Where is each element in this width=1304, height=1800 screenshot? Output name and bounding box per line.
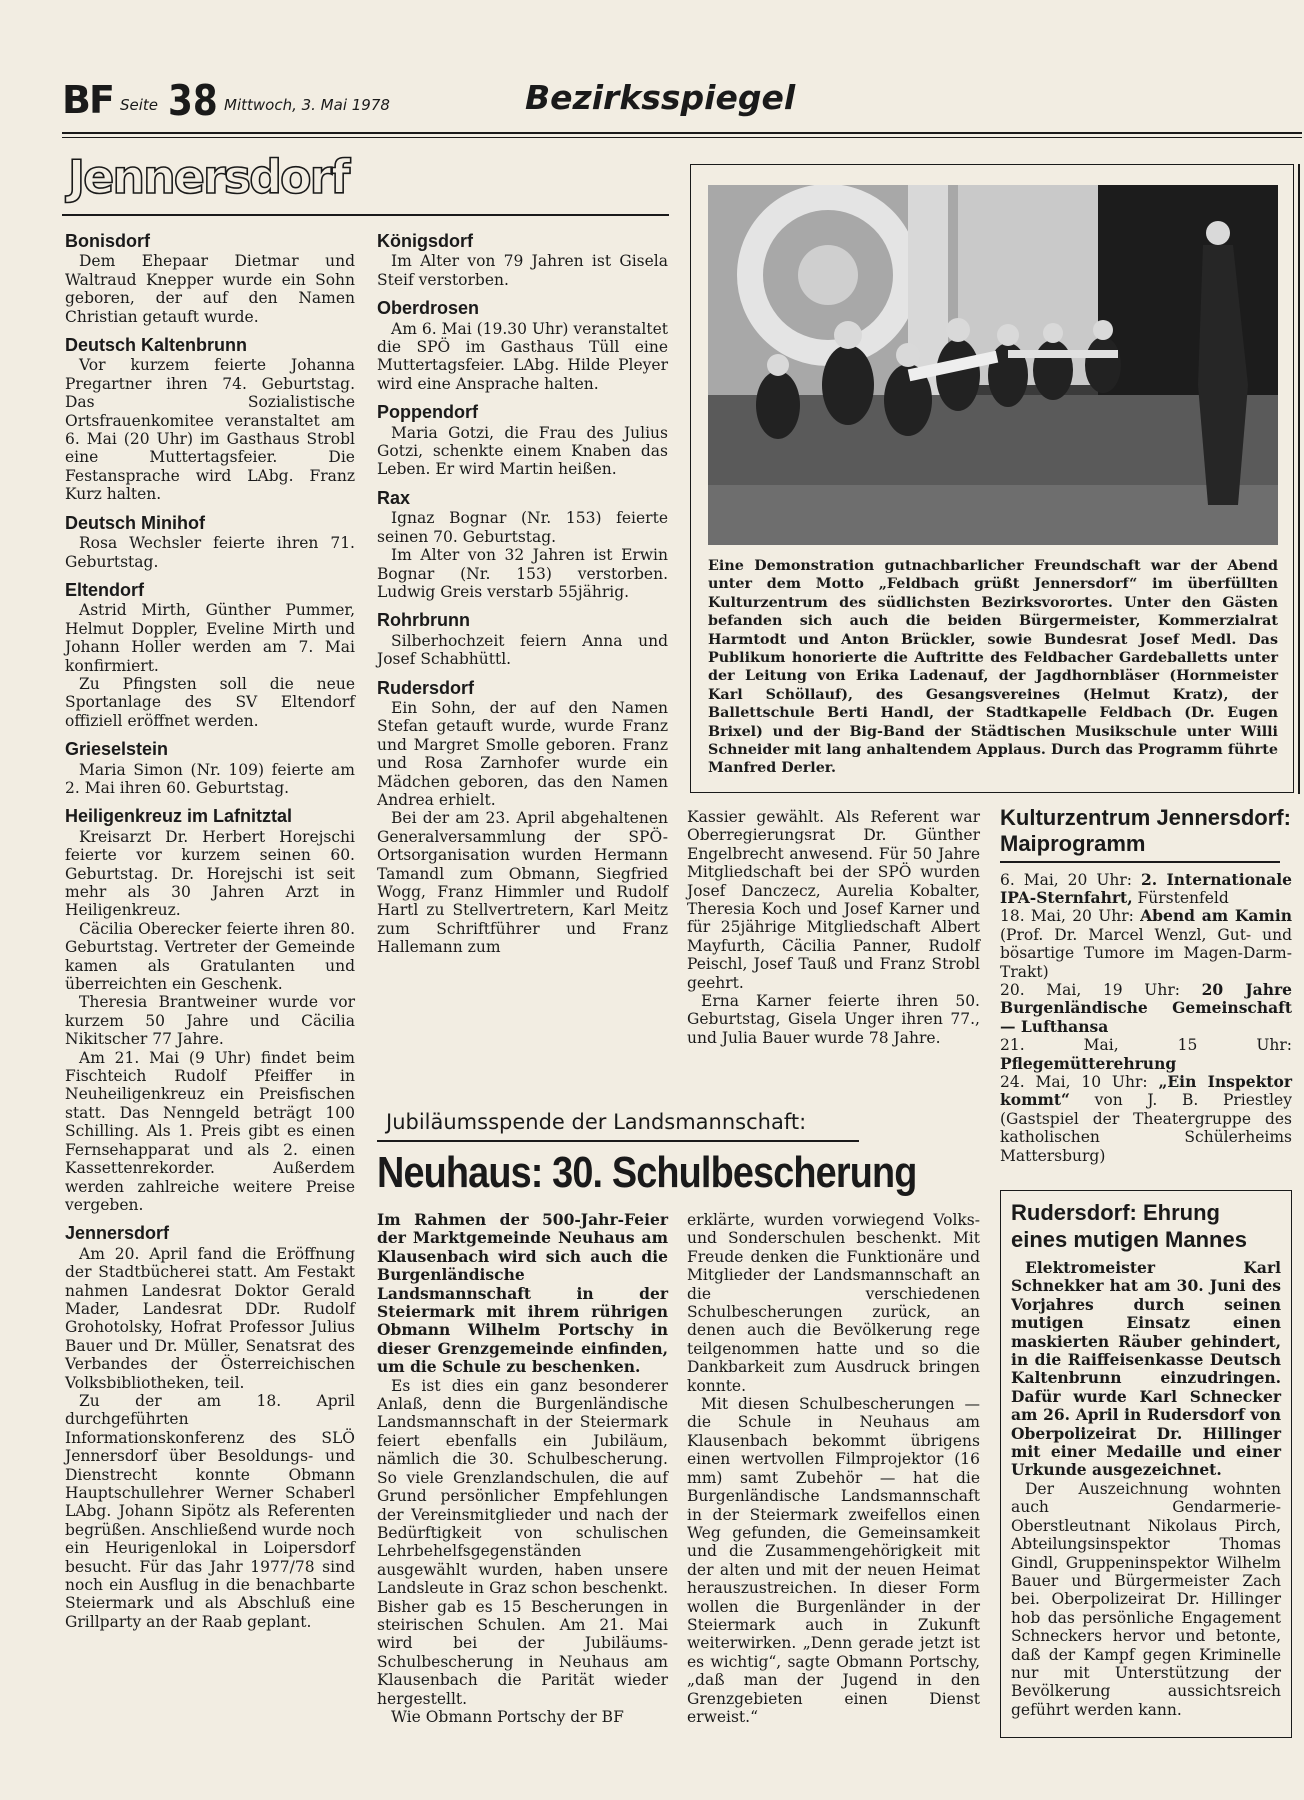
neuhaus-col-a [377, 1211, 668, 1726]
news-paragraph: Kreisarzt Dr. Herbert Horejschi feierte vor kurzem seinen 60. Geburtstag. Dr. Horejschi ist seit mehr als 30 Jahren Arzt in Heiligenkreuz. [65, 827, 355, 920]
news-paragraph: Bei der am 23. April abgehaltenen Generalversammlung der SPÖ-Ortsorganisation wurden Hermann Tamandl zum Obmann, Siegfried Wogg, Franz Himmler und Rudolf Hartl zu Stellvertretern, Karl Meitz zum Schriftführer und Franz Hallemann zum [377, 809, 668, 957]
rudersdorf-box [1000, 1190, 1292, 1738]
news-paragraph: Rosa Wechsler feierte ihren 71. Geburtstag. [65, 534, 355, 571]
event-detail: Fürstenfeld [1137, 888, 1229, 907]
event-date: 18. Mai, 20 Uhr: [1000, 907, 1134, 926]
event-date: 24. Mai, 10 Uhr: [1000, 1072, 1148, 1091]
article-paragraph: Wie Obmann Portschy der BF [391, 1707, 624, 1726]
column-3-continuation [687, 808, 980, 1047]
masthead-rule [62, 132, 1302, 134]
rudersdorf-lead: Elektromeister Karl Schnekker hat am 30. Juni des Vorjahres durch seinen mutigen Einsatz einen maskierten Räuber gehindert, in die Raiffeisenkasse Deutsch Kaltenbrunn einzudringen. Dafür wurde Karl Schnecker am 26. April in Rudersdorf von Oberpolizeirat Dr. Hillinger mit einer Medaille und einer Urkunde ausgezeichnet. [1011, 1258, 1281, 1480]
event-detail: (Prof. Dr. Marcel Wenzl, Gut- und bösartige Tumore im Magen-Darm-Trakt) [1000, 925, 1292, 981]
kultur-event [1000, 1073, 1292, 1165]
news-paragraph: Am 20. April fand die Eröffnung der Stadtbücherei statt. Am Festakt nahmen Landesrat Doktor Gerald Mader, Landesrat DDr. Rudolf Grohotolsky, Hofrat Professor Julius Bauer und Dr. Müller, Senatsrat des Verbandes der Österreichischen Volksbibliotheken, teil. [65, 1244, 355, 1392]
column-2 [377, 232, 668, 957]
news-paragraph: Am 21. Mai (9 Uhr) findet beim Fischteich Rudolf Pfeiffer in Neuheiligenkreuz ein Preisfischen statt. Das Nenngeld beträgt 100 Schilling. Als 1. Preis gibt es einen Fernsehapparat und als 2. einen Kassettenrekorder. Außerdem werden zahlreiche weitere Preise vergeben. [65, 1048, 355, 1214]
village-heading: Deutsch Kaltenbrunn [65, 335, 248, 356]
band-photo-image [708, 185, 1278, 545]
village-heading: Grieselstein [65, 739, 169, 760]
masthead [62, 78, 1302, 128]
news-paragraph: Silberhochzeit feiern Anna und Josef Schabhüttl. [377, 631, 668, 669]
kultur-event [1000, 907, 1292, 981]
event-date: 21. Mai, 15 Uhr: [1000, 1036, 1292, 1055]
news-paragraph: Ignaz Bognar (Nr. 153) feierte seinen 70. Geburtstag. [377, 509, 668, 546]
article-paragraph: Mit diesen Schulbescherungen — die Schule in Neuhaus am Klausenbach bekommt übrigens einen wertvollen Filmprojektor (16 mm) samt Zubehör — hat die Burgenländische Landsmannschaft in der Steiermark zweifellos einen Weg gefunden, die Gemeinsamkeit und die Zusammengehörigkeit mit der alten und mit der neuen Heimat herauszustreichen. In dieser Form wollen die Burgenländer in der Steiermark auch in Zukunft weiterwirken. „Denn gerade jetzt ist es wichtig“, sagte Obmann Portschy, „daß man der Jugend in den Grenzgebieten einen Dienst erweist.“ [687, 1395, 980, 1726]
news-paragraph: Vor kurzem feierte Johanna Pregartner ihren 74. Geburtstag. Das Sozialistische Ortsfrauenkomitee veranstaltet am 6. Mai (20 Uhr) im Gasthaus Strobl eine Muttertagsfeier. Die Festansprache wird LAbg. Franz Kurz halten. [65, 356, 355, 504]
orchestra-photo [708, 185, 1278, 545]
news-paragraph: Im Alter von 32 Jahren ist Erwin Bognar (Nr. 153) verstorben. Ludwig Greis verstarb 55jährig. [377, 546, 668, 601]
section-title: Bezirksspiegel [525, 78, 796, 117]
event-title: Abend am Kamin [1140, 906, 1292, 926]
neuhaus-col-b [687, 1211, 980, 1726]
village-heading: Königsdorf [377, 231, 473, 251]
news-paragraph: Zu der am 18. April durchgeführten Informationskonferenz des SLÖ Jennersdorf über Besoldungs- und Dienstrecht konnte Obmann Hauptschullehrer Werner Schaberl LAbg. Johann Sipötz als Referenten begrüßen. Anschließend wurde noch ein Heurigenlokal in Loipersdorf besucht. Für das Jahr 1977/78 sind noch ein Ausflug in die benachbarte Steiermark und als Abschluß eine Grillparty an der Raab geplant. [65, 1391, 355, 1631]
village-heading: Heiligenkreuz im Lafnitztal [65, 806, 293, 827]
article-paragraph: erklärte, wurden vorwiegend Volks- und Sonderschulen beschenkt. Mit Freude denken die Funktionäre und Mitglieder der Landsmannschaft an die verschiedenen Schulbescherungen zurück, an denen auch die Bevölkerung rege teilgenommen hatte und so die Dankbarkeit zum Ausdruck bringen konnte. [687, 1211, 980, 1395]
page-number: 38 [168, 76, 218, 125]
news-paragraph: Ein Sohn, der auf den Namen Stefan getauft wurde, wurde Franz und Margret Smolle geboren. Franz und Rosa Zarnhofer wurde ein Mädchen geboren, das den Namen Andrea erhielt. [377, 698, 668, 809]
bf-logo: BF [62, 78, 113, 122]
village-heading: Rohrbrunn [377, 610, 470, 631]
village-heading: Eltendorf [65, 579, 144, 600]
neuhaus-kicker-rule [377, 1140, 859, 1142]
article-paragraph: Kassier gewählt. Als Referent war Oberregierungsrat Dr. Günther Engelbrecht anwesend. Für 50 Jahre Mitgliedschaft bei der SPÖ wurden Josef Danczecz, Aurelia Kobalter, Theresia Koch und Josef Karner und für 25jährige Mitgliedschaft Albert Mayfurth, Cäcilia Panner, Rudolf Peischl, Josef Tauß und Franz Strobl geehrt. [687, 808, 980, 992]
event-detail: von J. B. Priestley (Gastspiel der Theatergruppe des katholischen Schülerheims Mattersburg) [1000, 1091, 1292, 1165]
rudersdorf-body: Der Auszeichnung wohnten auch Gendarmerie-Oberstleutnant Nikolaus Pirch, Abteilungsinspektor Thomas Gindl, Gruppeninspektor Wilhelm Bauer und Bürgermeister Zach bei. Oberpolizeirat Dr. Hillinger hob das persönliche Engagement Schneckers hervor und betonte, daß der Kampf gegen Kriminelle nur mit Unterstützung der Bevölkerung aussichtsreich geführt werden kann. [1011, 1479, 1281, 1719]
news-paragraph: Im Alter von 79 Jahren ist Gisela Steif verstorben. [377, 252, 668, 289]
event-date: 20. Mai, 19 Uhr: [1000, 980, 1180, 999]
rudersdorf-title: Rudersdorf: Ehrung eines mutigen Mannes [1011, 1200, 1247, 1252]
neuhaus-lead: Im Rahmen der 500-Jahr-Feier der Marktgemeinde Neuhaus am Klausenbach wird sich auch die Burgenländische Landsmannschaft in der Steiermark mit ihrem rührigen Obmann Wilhelm Portschy in dieser Grenzgemeinde einfinden, um die Schule zu beschenken. [377, 1210, 668, 1377]
district-title: Jennersdorf [68, 150, 349, 204]
news-paragraph: Maria Simon (Nr. 109) feierte am 2. Mai ihren 60. Geburtstag. [65, 760, 355, 797]
photo-box [690, 164, 1294, 793]
village-heading: Deutsch Minihof [65, 512, 205, 533]
kultur-event [1000, 1036, 1292, 1073]
village-heading: Bonisdorf [65, 231, 150, 251]
masthead-rule-thin [62, 137, 1302, 138]
event-title: 2. Internationale IPA-Sternfahrt, [1000, 869, 1292, 907]
news-paragraph: Dem Ehepaar Dietmar und Waltraud Knepper wurde ein Sohn geboren, der auf den Namen Christian getauft wurde. [65, 252, 355, 326]
kultur-title: Kulturzentrum Jennersdorf: Maiprogramm [1000, 805, 1291, 856]
photo-box-side-rule [1298, 164, 1300, 794]
event-title: 20 Jahre Burgenländische Gemeinschaft — Lufthansa [1000, 979, 1292, 1036]
news-paragraph: Am 6. Mai (19.30 Uhr) veranstaltet die SPÖ im Gasthaus Tüll eine Muttertagsfeier. LAbg. Hilde Pleyer wird eine Ansprache halten. [377, 319, 668, 393]
photo-caption: Eine Demonstration gutnachbarlicher Freundschaft war der Abend unter dem Motto „Feldbach grüßt Jennersdorf“ im überfüllten Kulturzentrum des südlichsten Bezirksvorortes. Unter den Gästen befanden sich auch die beiden Bürgermeister, Kommerzialrat Harmtodt und Anton Brückler, sowie Bundesrat Josef Medl. Das Publikum honorierte die Auftritte des Feldbacher Gardeballetts unter der Leitung von Erika Ladenauf, der Jagdhornbläser (Hornmeister Karl Schöllauf), des Gesangsvereines (Helmut Kratz), der Ballettschule Berti Handl, der Stadtkapelle Feldbach (Dr. Eugen Brixel) und der Big-Band der Städtischen Musikschule unter Willi Schneider mit lang anhaltendem Applaus. Durch das Programm führte Manfred Derler. [708, 558, 1278, 777]
seite-label: Seite [120, 96, 159, 114]
news-paragraph: Cäcilia Oberecker feierte ihren 80. Geburtstag. Vertreter der Gemeinde kamen als Gratulanten und überreichten ein Geschenk. [65, 919, 355, 994]
article-paragraph: Erna Karner feierte ihren 50. Geburtstag, Gisela Unger ihren 77., und Julia Bauer wurde 78 Jahre. [687, 992, 980, 1047]
event-date: 6. Mai, 20 Uhr: [1000, 870, 1132, 889]
kultur-event [1000, 871, 1292, 908]
village-heading: Rax [377, 487, 411, 508]
district-rule [62, 214, 669, 216]
kultur-rule [1000, 861, 1280, 863]
news-paragraph: Maria Gotzi, die Frau des Julius Gotzi, schenkte einem Knaben das Leben. Er wird Martin heißen. [377, 423, 668, 479]
issue-date: Mittwoch, 3. Mai 1978 [224, 96, 390, 114]
kultur-box [1000, 805, 1294, 1165]
village-heading: Poppendorf [377, 402, 478, 423]
village-heading: Jennersdorf [65, 1223, 170, 1244]
kultur-event [1000, 981, 1292, 1036]
article-paragraph: Es ist dies ein ganz besonderer Anlaß, denn die Burgenländische Landsmannschaft in der Steiermark feiert ebenfalls ein Jubiläum, nämlich die 30. Schulbescherung. So viele Grenzlandschulen, die auf Grund persönlicher Empfehlungen der Vereinsmitglieder und nach der Bedürftigkeit von schulischen Lehrbehelfsgegenständen ausgewählt wurden, haben unsere Landsleute in Graz schon beschenkt. Bisher gab es 15 Bescherungen in steirischen Schulen. Am 21. Mai wird bei der Jubiläums-Schulbescherung in Neuhaus am Klausenbach die Parität wieder hergestellt. [377, 1376, 668, 1708]
event-title: Pflegemütterehrung [1000, 1053, 1177, 1073]
village-heading: Rudersdorf [377, 677, 475, 698]
neuhaus-headline: Neuhaus: 30. Schulbescherung [377, 1148, 917, 1197]
news-paragraph: Theresia Brantweiner wurde vor kurzem 50 Jahre und Cäcilia Nikitscher 77 Jahre. [65, 993, 355, 1049]
news-paragraph: Astrid Mirth, Günther Pummer, Helmut Doppler, Eveline Mirth und Johann Holler werden am 7. Mai konfirmiert. [65, 601, 355, 675]
column-1 [65, 232, 355, 1631]
neuhaus-kicker: Jubiläumsspende der Landsmannschaft: [386, 1110, 807, 1134]
event-title: „Ein Inspektor kommt“ [1000, 1071, 1293, 1110]
news-paragraph: Zu Pfingsten soll die neue Sportanlage des SV Eltendorf offiziell eröffnet werden. [65, 674, 355, 730]
village-heading: Oberdrosen [377, 298, 480, 319]
